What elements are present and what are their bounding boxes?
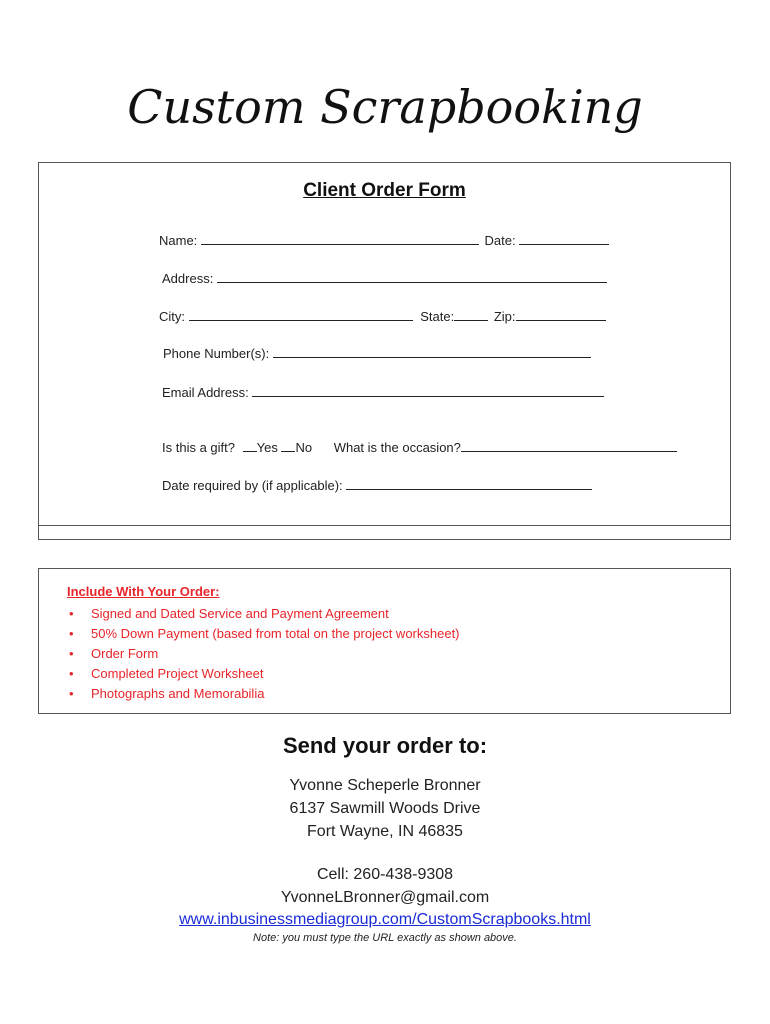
street-address: 6137 Sawmill Woods Drive [289, 800, 481, 817]
city-label: City: [159, 309, 185, 324]
client-order-form [38, 162, 731, 540]
include-box [38, 568, 731, 714]
form-heading: Client Order Form [303, 180, 466, 201]
cell-phone: Cell: 260-438-9308 [316, 866, 454, 883]
gift-label: Is this a gift? [162, 440, 235, 455]
name-row [159, 232, 609, 248]
recipient-name: Yvonne Scheperle Bronner [289, 777, 481, 794]
gift-yes-field[interactable] [243, 439, 257, 452]
city-state-zip: Fort Wayne, IN 46835 [307, 823, 463, 840]
url-row [0, 911, 770, 929]
bullet-icon: • [69, 686, 74, 701]
list-item: • Order Form [67, 644, 460, 664]
address-label: Address: [162, 271, 214, 286]
date-required-label: Date required by (if applicable): [162, 478, 343, 493]
gift-yes-label: Yes [256, 440, 278, 455]
include-list [67, 604, 460, 704]
phone-field[interactable] [273, 345, 591, 358]
url-note: Note: you must type the URL exactly as shown above. [253, 932, 517, 944]
date-required-field[interactable] [346, 477, 592, 490]
date-field[interactable] [519, 232, 609, 245]
address-field[interactable] [217, 270, 607, 283]
include-title: Include With Your Order: [67, 584, 220, 599]
list-item: • Completed Project Worksheet [67, 664, 460, 684]
state-label: State: [420, 309, 455, 324]
bullet-icon: • [69, 606, 74, 621]
bullet-icon: • [69, 646, 74, 661]
form-divider [39, 525, 730, 526]
city-row [159, 308, 606, 324]
gift-no-label: No [295, 440, 313, 455]
bullet-icon: • [69, 666, 74, 681]
gift-row [162, 439, 677, 455]
list-item: • 50% Down Payment (based from total on the project worksheet) [67, 624, 460, 644]
zip-label: Zip: [493, 309, 516, 324]
email-label: Email Address: [162, 385, 249, 400]
state-field[interactable] [454, 308, 488, 321]
name-label: Name: [159, 233, 198, 248]
bullet-icon: • [69, 626, 74, 641]
zip-field[interactable] [516, 308, 606, 321]
phone-row [163, 345, 591, 361]
email-address: YvonneLBronner@gmail.com [280, 889, 490, 906]
website-link[interactable]: www.inbusinessmediagroup.com/CustomScrapbooks.html [179, 911, 591, 928]
date-label: Date: [484, 233, 516, 248]
occasion-label: What is the occasion? [333, 440, 461, 455]
list-item: • Signed and Dated Service and Payment Agreement [67, 604, 460, 624]
name-field[interactable] [201, 232, 479, 245]
gift-no-field[interactable] [281, 439, 295, 452]
address-row [162, 270, 607, 286]
city-field[interactable] [189, 308, 413, 321]
occasion-field[interactable] [461, 439, 677, 452]
page-title: Custom Scrapbooking [127, 80, 643, 134]
email-row [162, 384, 604, 400]
send-heading: Send your order to: [282, 733, 488, 758]
date-required-row [162, 477, 592, 493]
email-field[interactable] [252, 384, 604, 397]
list-item: • Photographs and Memorabilia [67, 684, 460, 704]
phone-label: Phone Number(s): [163, 346, 270, 361]
